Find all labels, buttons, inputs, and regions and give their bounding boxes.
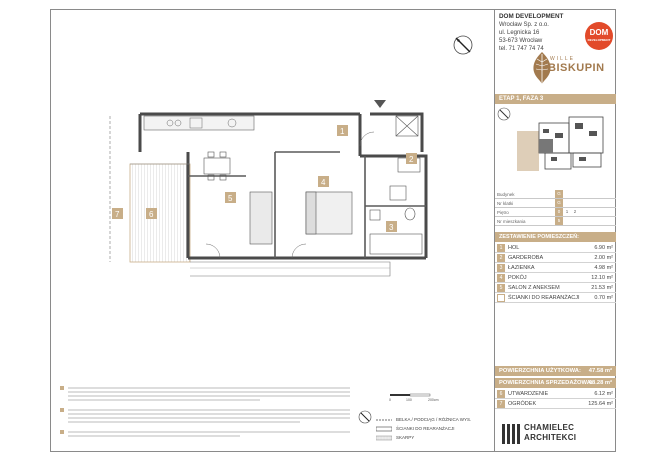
compass-icon — [452, 34, 474, 56]
room-number: 3 — [497, 264, 505, 272]
room-number — [497, 294, 505, 302]
partition-swatch-icon — [376, 426, 392, 432]
sale-area-value: 48.28 m² — [588, 380, 612, 386]
room-row — [495, 399, 616, 409]
room-area: 4.98 m² — [594, 265, 613, 271]
dom-logo-subtext: DEVELOPMENT — [587, 38, 611, 42]
room-name: ŁAZIENKA — [508, 265, 535, 271]
room-label: 5 — [228, 194, 233, 203]
info-cell: G — [555, 199, 563, 207]
info-row-apartment — [495, 217, 616, 226]
architect-line1: CHAMIELEC — [524, 423, 575, 432]
legend-item — [376, 416, 494, 425]
info-cell: 1 — [565, 209, 569, 214]
architect-line2: ARCHITEKCI — [524, 433, 577, 442]
room-label: 7 — [115, 210, 120, 219]
dom-logo-text: DOM — [589, 28, 609, 37]
architect-name — [524, 423, 576, 443]
room-area: 0.70 m² — [594, 295, 613, 301]
room-number: 4 — [497, 274, 505, 282]
info-row-floor — [495, 208, 616, 217]
room-name: HOL — [508, 245, 520, 251]
north-arrow-icon — [358, 410, 372, 424]
legend-label: ŚCIANKI DO REARANŻACJI — [396, 426, 455, 431]
usable-area-label: POWIERZCHNIA UŻYTKOWA: — [499, 368, 581, 374]
info-cell: 2 — [573, 209, 577, 214]
usable-area-value: 47.58 m² — [588, 368, 612, 374]
room-label: 2 — [409, 155, 414, 164]
info-cell: G — [555, 190, 563, 198]
room-number: 1 — [497, 244, 505, 252]
scale-bar — [380, 392, 460, 402]
room-area: 125.64 m² — [588, 401, 613, 407]
room-row — [495, 253, 616, 263]
floor-plan — [60, 96, 490, 306]
usable-area-bar — [495, 366, 616, 376]
room-area: 21.53 m² — [591, 285, 613, 291]
stage-label: ETAP 1, FAZA 3 — [495, 94, 616, 104]
room-label: 4 — [321, 178, 326, 187]
developer-line: tel. 71 747 74 74 — [499, 46, 544, 52]
room-area: 2.00 m² — [594, 255, 613, 261]
legend-label: SKARPY — [396, 435, 415, 440]
room-name: UTWARDZENIE — [508, 391, 549, 397]
room-number: 7 — [497, 400, 505, 408]
rooms-list — [495, 243, 616, 303]
room-name: POKÓJ — [508, 275, 527, 281]
legend-label: BELKA / PODCIĄG / RÓŻNICA WYS. — [396, 417, 472, 422]
scale-tick: 0 — [389, 398, 391, 402]
room-name: SALON Z ANEKSEM — [508, 285, 560, 291]
scale-tick: 100 — [406, 398, 412, 402]
room-name: OGRÓDEK — [508, 401, 537, 407]
room-name: GARDEROBA — [508, 255, 544, 261]
beam-swatch-icon — [376, 417, 392, 423]
info-row-building — [495, 190, 616, 199]
key-plan — [515, 109, 613, 185]
room-area: 6.90 m² — [594, 245, 613, 251]
legend-item — [376, 434, 494, 443]
room-number: 2 — [497, 254, 505, 262]
fine-print-block — [60, 386, 360, 446]
info-cell: 5 — [555, 217, 563, 225]
developer-line: ul. Legnicka 16 — [499, 30, 540, 36]
sale-area-label: POWIERZCHNIA SPRZEDAŻOWA: — [499, 380, 593, 386]
room-row — [495, 263, 616, 273]
info-label: Nr mieszkania — [497, 219, 526, 224]
rooms-header: ZESTAWIENIE POMIESZCZEŃ: — [495, 232, 616, 242]
room-area: 6.12 m² — [594, 391, 613, 397]
room-label: 6 — [149, 210, 154, 219]
legend-item — [376, 425, 494, 434]
room-row — [495, 283, 616, 293]
project-logo-line2: BISKUPIN — [548, 62, 605, 74]
room-area: 12.10 m² — [591, 275, 613, 281]
room-row — [495, 293, 616, 303]
info-label: Piętro — [497, 210, 509, 215]
info-label: Nr klatki — [497, 201, 514, 206]
developer-line: 53-673 Wrocław — [499, 38, 543, 44]
room-row — [495, 273, 616, 283]
developer-name: DOM DEVELOPMENT — [499, 13, 564, 20]
room-number: 5 — [497, 284, 505, 292]
room-label: 1 — [340, 127, 345, 136]
compass-icon — [497, 107, 511, 121]
unit-info-table — [495, 190, 616, 226]
room-number: 6 — [497, 390, 505, 398]
info-label: Budynek — [497, 192, 515, 197]
disclaimer-notes — [60, 386, 360, 447]
room-row — [495, 243, 616, 253]
developer-line: Wrocław Sp. z o.o. — [499, 22, 549, 28]
room-name: ŚCIANKI DO REARANŻACJI — [508, 295, 580, 301]
room-row — [495, 389, 616, 399]
info-row-staircase — [495, 199, 616, 208]
info-cell: 0 — [555, 208, 563, 216]
scale-tick: 200cm — [428, 398, 439, 402]
dom-development-logo — [585, 22, 613, 50]
extras-list — [495, 389, 616, 409]
legend — [376, 416, 494, 443]
sale-area-bar — [495, 378, 616, 388]
project-logo-line1: WILLE — [550, 56, 576, 62]
slope-swatch-icon — [376, 435, 392, 441]
room-label: 3 — [389, 223, 394, 232]
wille-biskupin-logo — [520, 50, 605, 92]
